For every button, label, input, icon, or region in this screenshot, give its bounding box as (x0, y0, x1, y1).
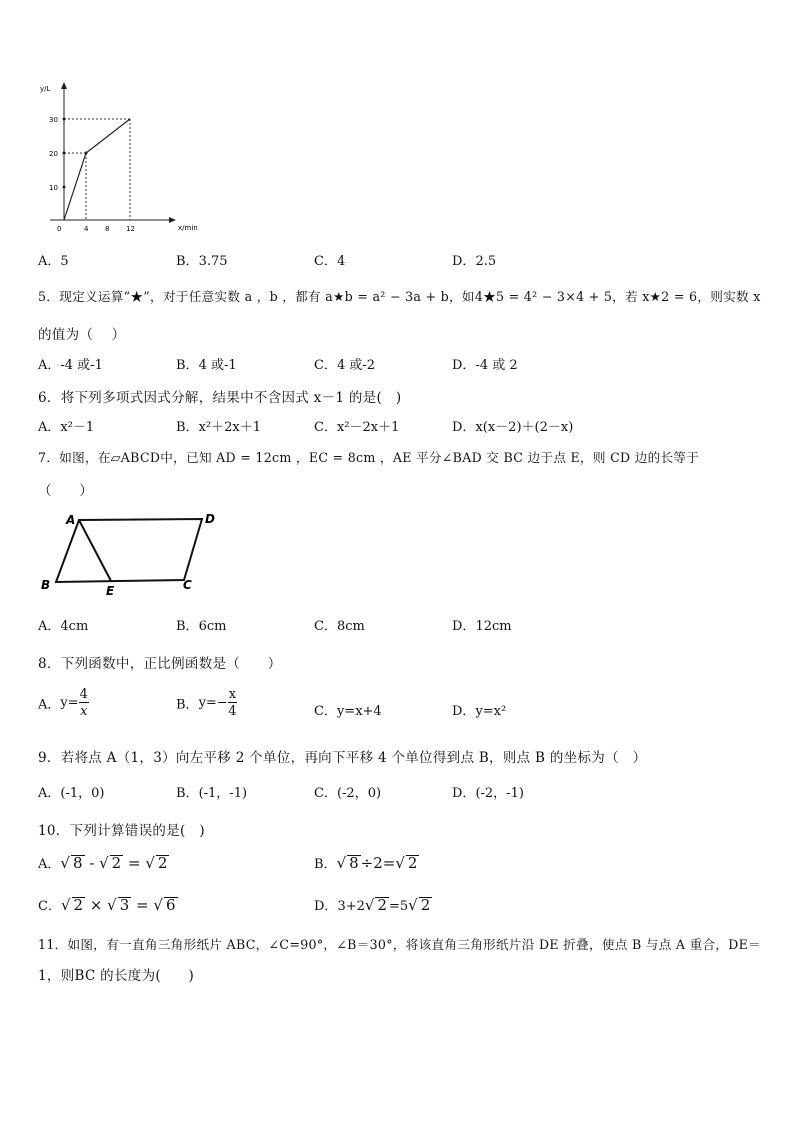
operator: ÷2= (360, 854, 396, 872)
label-a: A (66, 513, 76, 527)
volume-time-graph (30, 80, 198, 240)
option-letter: B． (176, 254, 199, 269)
option-text: 2.5 (475, 254, 497, 269)
label-b: B (41, 578, 51, 592)
sqrt-icon: √ (336, 854, 347, 872)
option-text: 3.75 (198, 254, 228, 269)
option-letter: B． (176, 420, 199, 435)
option-letter: D． (452, 786, 476, 801)
q6-option-b[interactable] (176, 416, 261, 435)
q6-option-c[interactable] (314, 416, 399, 435)
option-letter: C． (314, 358, 337, 373)
option-letter: C． (38, 899, 61, 914)
q7-stem-line1: 7．如图，在▱ABCD中，已知 AD = 12cm ，EC = 8cm ，AE 平分∠BAD 交 BC 边于点 E，则 CD 边的长等于 (38, 450, 700, 465)
option-text: (-2，0) (336, 786, 382, 801)
y-tick-30: 30 (49, 116, 58, 124)
option-letter: D． (452, 420, 476, 435)
option-text: y=x² (475, 704, 507, 719)
sqrt-icon: √ (145, 854, 155, 872)
option-text: 4 或-2 (336, 358, 376, 373)
sqrt-icon: √ (395, 854, 405, 872)
q9-option-c[interactable] (314, 782, 381, 801)
graph-line (64, 119, 130, 220)
option-text: 8cm (336, 619, 365, 634)
sqrt-icon: √ (364, 896, 375, 914)
radicand: 2 (407, 854, 418, 872)
option-text: 12cm (475, 619, 512, 634)
sqrt-icon: √ (99, 854, 109, 872)
q7-stem-line2: （ ） (38, 483, 94, 499)
x-tick-0: 0 (57, 225, 62, 233)
option-letter: A． (38, 786, 61, 801)
q7-option-a[interactable] (38, 615, 88, 634)
q9-option-a[interactable] (38, 782, 104, 801)
q6-stem: 6．将下列多项式因式分解，结果中不含因式 x－1 的是( ) (38, 390, 402, 406)
option-letter: C． (314, 786, 337, 801)
label-d: D (205, 512, 215, 526)
y-axis-label: y/L (40, 85, 51, 93)
y-tick-20: 20 (49, 150, 58, 158)
option-text: 5 (60, 254, 69, 269)
operator: × (85, 896, 108, 914)
option-text: 4 (336, 254, 346, 269)
option-text: x²＋2x＋1 (198, 420, 261, 435)
q5-stem-line2: 的值为（ ） (38, 327, 126, 343)
point-4-20 (85, 152, 88, 155)
fraction (228, 688, 237, 718)
sqrt-icon: √ (153, 896, 163, 914)
option-text: 4 或-1 (198, 358, 237, 373)
option-text: (-1，0) (60, 786, 105, 801)
denominator: x (80, 704, 88, 719)
option-letter: A． (38, 619, 61, 634)
option-letter: C． (314, 420, 337, 435)
option-text: 6cm (198, 619, 227, 634)
radicand: 2 (111, 854, 122, 872)
option-letter: C． (314, 619, 337, 634)
x-tick-12: 12 (126, 225, 135, 233)
q8-option-a[interactable] (38, 688, 89, 718)
q10-option-a[interactable] (38, 853, 169, 872)
x-tick-8: 8 (105, 225, 110, 233)
option-text: x²－1 (60, 420, 95, 435)
option-text: 4cm (60, 619, 89, 634)
option-letter: B． (176, 619, 199, 634)
q9-stem: 9．若将点 A（1，3）向左平移 2 个单位，再向下平移 4 个单位得到点 B，则点 B 的坐标为（ ） (38, 750, 647, 766)
y-axis-arrow (61, 82, 67, 89)
option-prefix: y=− (198, 695, 228, 711)
parallelogram-abcd (56, 519, 202, 582)
q4-option-b[interactable] (176, 250, 228, 269)
x-tick-4: 4 (84, 225, 89, 233)
q8-option-c[interactable] (314, 700, 382, 719)
sqrt-icon: √ (60, 896, 71, 914)
q10-option-b[interactable] (314, 853, 419, 872)
option-letter: D． (314, 899, 338, 914)
q4-option-c[interactable] (314, 250, 345, 269)
label-c: C (183, 578, 192, 592)
q8-option-b[interactable] (176, 688, 237, 718)
label-e: E (106, 584, 115, 598)
option-letter: A． (38, 697, 61, 713)
sqrt-icon: √ (408, 896, 418, 914)
segment-ae (79, 520, 111, 581)
radicand: 8 (349, 854, 359, 872)
option-text: (-2，-1) (475, 786, 524, 801)
q7-option-c[interactable] (314, 615, 365, 634)
denominator: 4 (228, 704, 237, 719)
option-letter: D． (452, 254, 476, 269)
q6-option-d[interactable] (452, 416, 573, 435)
q7-option-b[interactable] (176, 615, 226, 634)
option-letter: C． (314, 704, 337, 719)
option-text: -4 或-1 (60, 358, 103, 373)
q5-option-c[interactable] (314, 354, 375, 373)
fraction (79, 688, 89, 718)
radicand: 2 (157, 854, 168, 872)
option-text: (-1，-1) (198, 786, 248, 801)
y-tick-10: 10 (49, 184, 58, 192)
operator: = (123, 854, 146, 872)
q9-option-b[interactable] (176, 782, 247, 801)
q9-option-d[interactable] (452, 782, 524, 801)
q6-option-a[interactable] (38, 416, 94, 435)
numerator: x (228, 687, 237, 702)
operator: - (84, 854, 100, 872)
operator: =5 (388, 899, 409, 914)
option-letter: A． (38, 358, 61, 373)
tick-dot-20 (63, 152, 66, 155)
q5-option-d[interactable] (452, 354, 518, 373)
sqrt-icon: √ (60, 854, 70, 872)
q5-option-b[interactable] (176, 354, 237, 373)
option-letter: D． (452, 619, 476, 634)
radicand: 2 (420, 896, 431, 914)
sqrt-icon: √ (107, 896, 117, 914)
x-axis-label: x/min (178, 224, 198, 232)
radicand: 8 (72, 854, 83, 872)
radicand: 6 (165, 896, 176, 914)
tick-dot-10 (63, 186, 66, 189)
q5-option-a[interactable] (38, 354, 103, 373)
q4-option-a[interactable] (38, 250, 69, 269)
option-letter: A． (38, 857, 61, 872)
q10-stem: 10．下列计算错误的是( ) (38, 823, 205, 839)
numerator: 4 (79, 687, 88, 702)
option-prefix: 3+2 (337, 899, 365, 914)
radicand: 2 (377, 896, 387, 914)
operator: = (131, 896, 154, 914)
tick-dot-30 (63, 118, 66, 121)
option-letter: B． (176, 358, 199, 373)
option-letter: A． (38, 254, 61, 269)
option-text: x²－2x＋1 (336, 420, 400, 435)
option-letter: B． (314, 857, 337, 872)
x-axis-arrow (169, 217, 176, 223)
q4-option-d[interactable] (452, 250, 496, 269)
parallelogram-figure (36, 508, 236, 600)
option-letter: B． (176, 786, 199, 801)
q10-option-c[interactable] (38, 895, 178, 914)
q5-stem-line1: 5．现定义运算“★”，对于任意实数 a ，b ，都有 a★b = a² − 3a + b，如4★5 = 4² − 3×4 + 5，若 x★2 = 6，则实数 x (38, 289, 761, 304)
option-letter: B． (176, 697, 199, 713)
option-letter: D． (452, 704, 476, 719)
option-prefix: y= (60, 695, 79, 711)
option-text: -4 或 2 (475, 358, 518, 373)
q8-stem: 8．下列函数中，正比例函数是（ ） (38, 656, 282, 672)
q7-option-d[interactable] (452, 615, 512, 634)
option-letter: D． (452, 358, 476, 373)
option-text: y=x+4 (336, 704, 382, 719)
option-letter: C． (314, 254, 337, 269)
radicand: 2 (73, 896, 84, 914)
q10-option-d[interactable] (314, 895, 432, 914)
option-text: x(x－2)＋(2－x) (475, 420, 574, 435)
option-letter: A． (38, 420, 61, 435)
q8-option-d[interactable] (452, 700, 506, 719)
radicand: 3 (119, 896, 130, 914)
q11-stem-line2: 1，则BC 的长度为( ) (38, 968, 195, 984)
q11-stem-line1: 11．如图，有一直角三角形纸片 ABC，∠C=90°，∠B＝30°，将该直角三角形纸片沿 DE 折叠，使点 B 与点 A 重合，DE＝ (38, 937, 762, 952)
